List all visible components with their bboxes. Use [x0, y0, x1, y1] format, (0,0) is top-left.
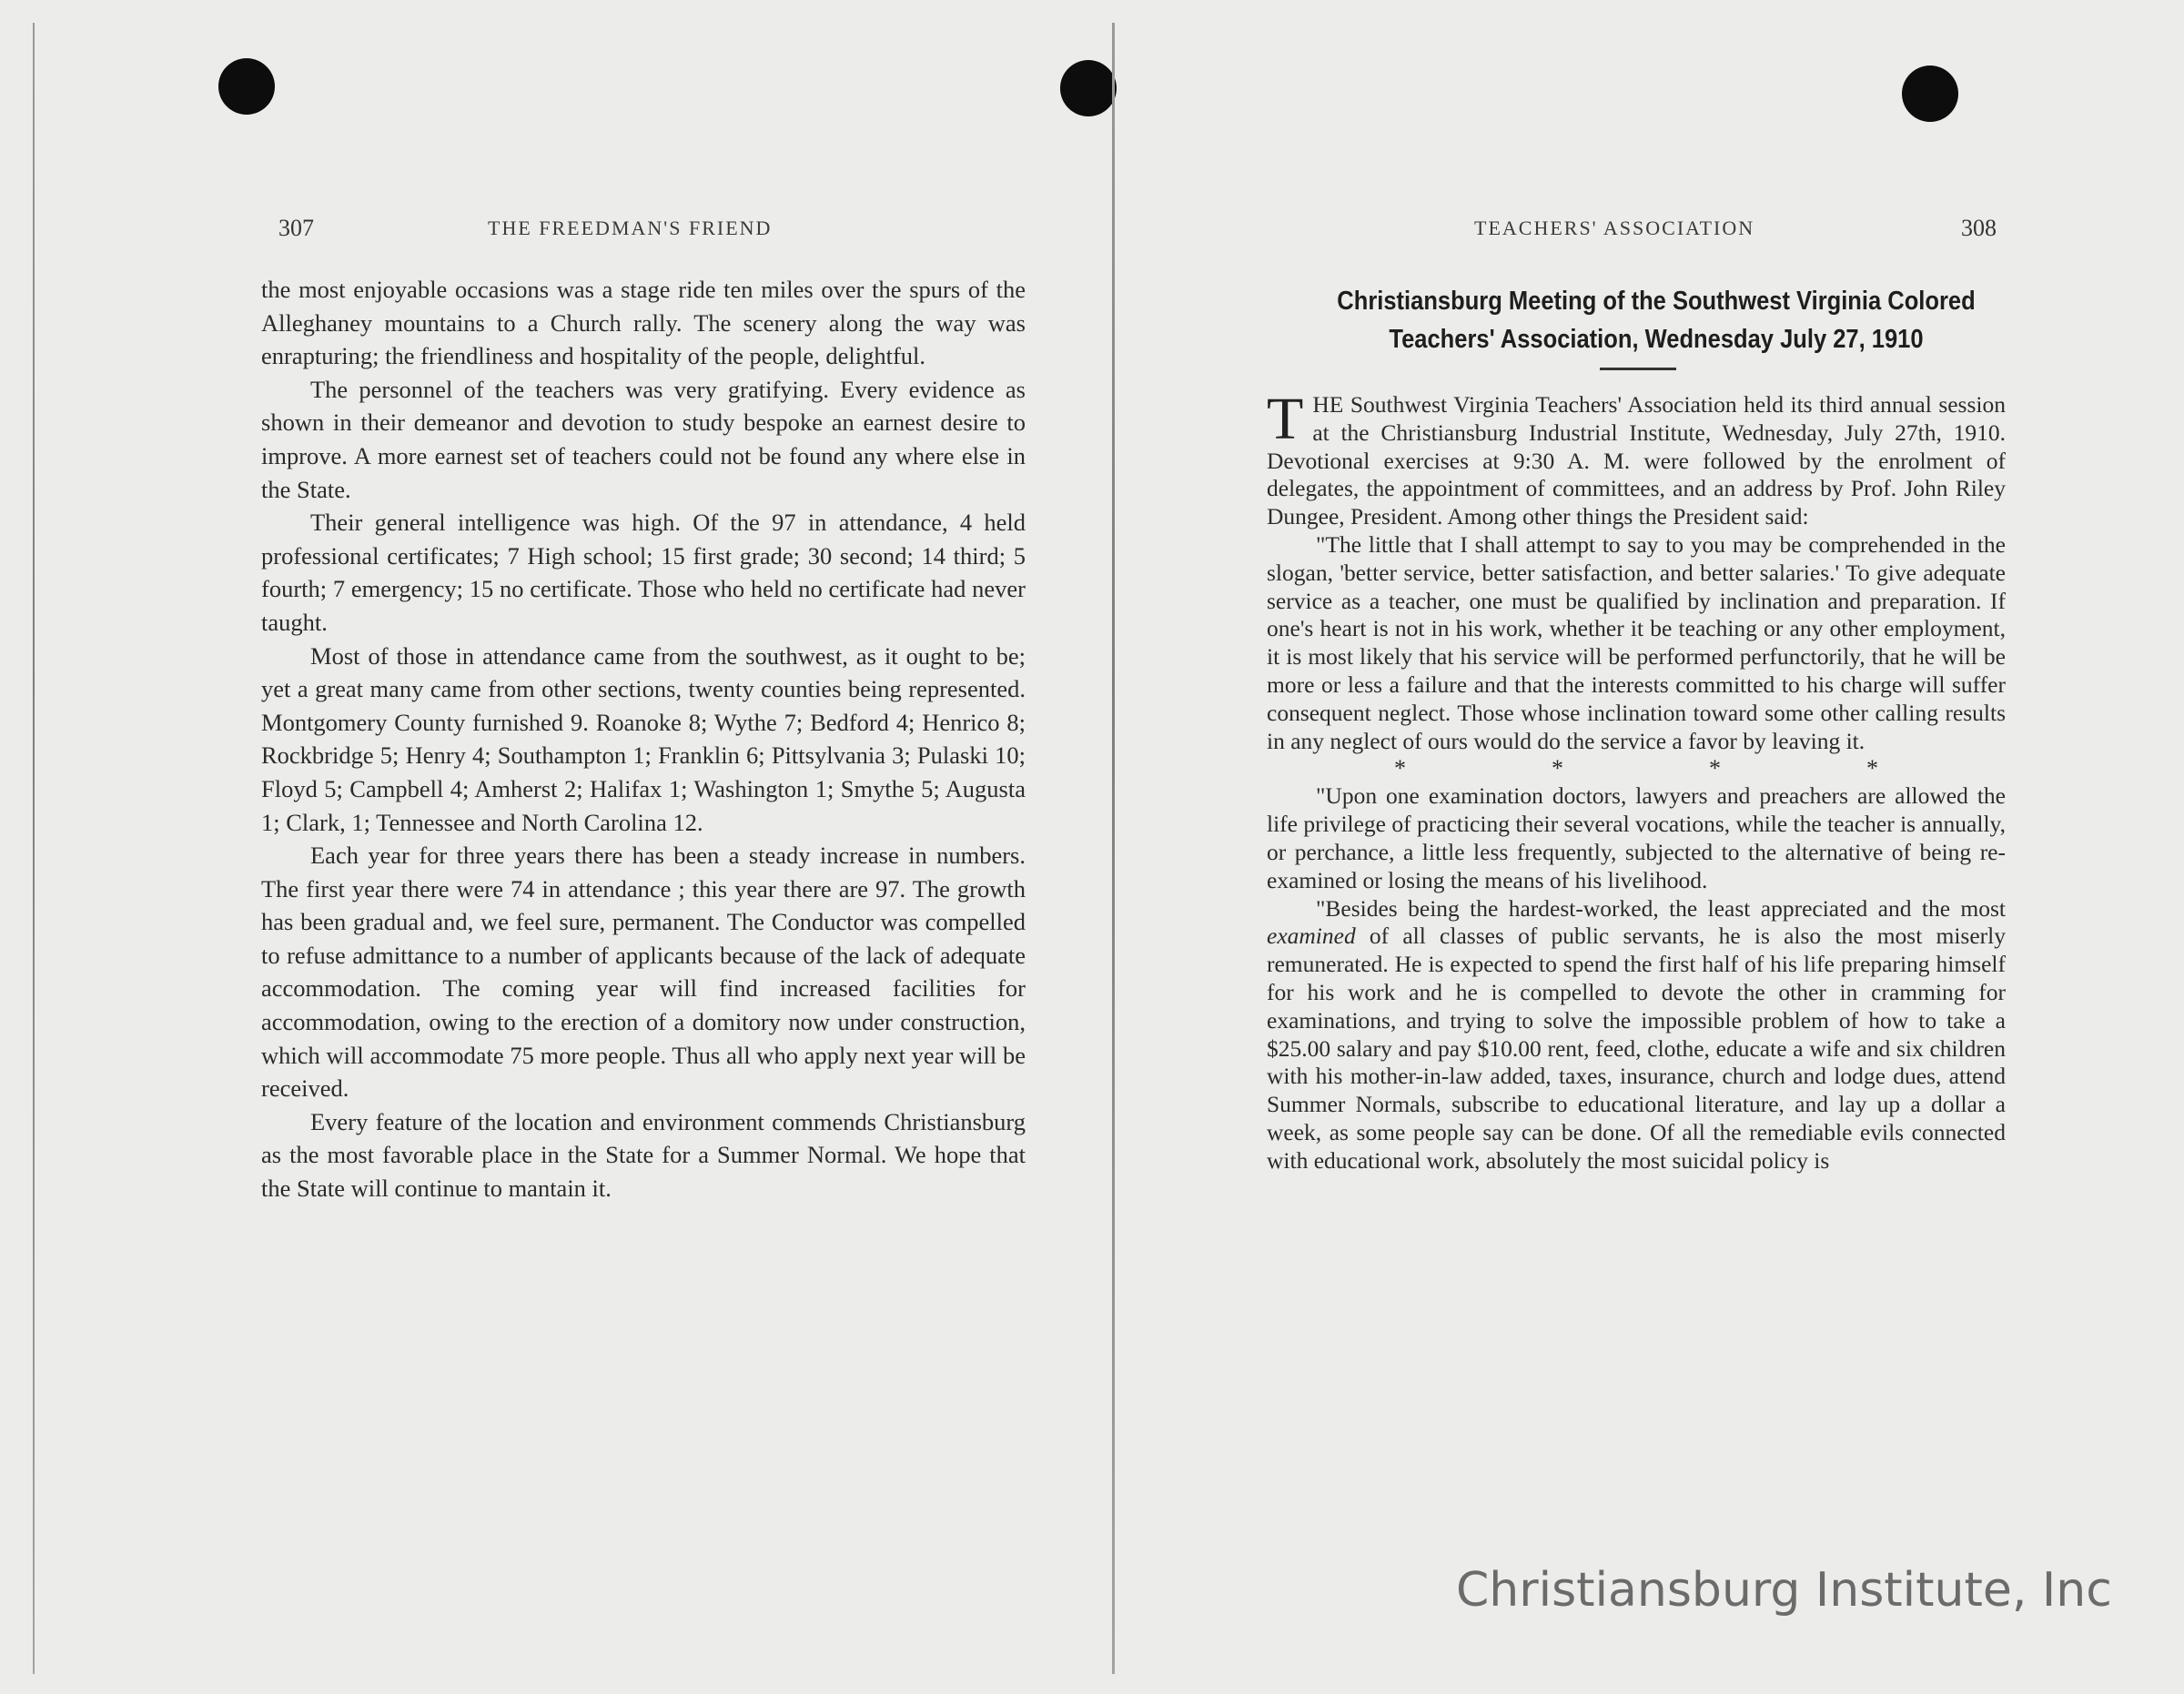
- paragraph: "Upon one examination doctors, lawyers and preachers are allowed the life privilege of practicing their several vocations, while the teacher is annually, or perchance, a little less frequently, subjected to the alternative of being re-examined or losing the means of his livelihood.: [1267, 782, 2006, 893]
- asterisk: *: [1866, 755, 1878, 782]
- punch-hole: [1902, 66, 1958, 122]
- paragraph: [1267, 386, 2006, 531]
- paragraph-text: "Besides being the hardest-worked, the least appreciated and the most: [1316, 894, 2006, 922]
- article-title-line: Christiansburg Meeting of the Southwest Virginia Colored: [1337, 287, 1976, 316]
- section-break-stars: [1267, 755, 2006, 782]
- article-title: [1320, 282, 1992, 358]
- watermark: Christiansburg Institute, Inc: [1456, 1563, 2112, 1618]
- paragraph: Each year for three years there has been a steady increase in numbers. The first year there were 74 in attendance ; this year there are 97. The growth has been gradual and, we feel sure, permanent. The Conductor was compelled to refuse admittance to a number of applicants because of the lack of adequate accommodation. The coming year will find increased facilities for accommodation, owing to the erection of a domitory now under construction, which will accommodate 75 more people. Thus all who apply next year will be received.: [261, 842, 1026, 1103]
- asterisk: *: [1709, 755, 1721, 782]
- paragraph: Most of those in attendance came from the southwest, as it ought to be; yet a great many came from other sections, twenty counties being represented. Montgomery County furnished 9. Roanoke 8; Wythe 7; Bedford 4; Henrico 8; Rockbridge 5; Henry 4; Southampton 1; Franklin 6; Pittsylvania 3; Pulaski 10; Floyd 5; Campbell 4; Amherst 2; Halifax 1; Washington 1; Smythe 5; Augusta 1; Clark, 1; Tennessee and North Carolina 12.: [261, 641, 1026, 836]
- left-text-column: [261, 273, 1026, 1205]
- paragraph: Their general intelligence was high. Of the 97 in attendance, 4 held professional certificates; 7 High school; 15 first grade; 30 second; 14 third; 5 fourth; 7 emergency; 15 no certificate. Those who held no certificate had never taught.: [261, 509, 1026, 636]
- paragraph-text: of all classes of public servants, he is also the most miserly remunerated. He is expected to spend the first half of his life preparing himself for his work and he is compelled to devote the other in cramming for examinations, and trying to solve the impossible problem of how to take a $25.00 salary and pay $10.00 rent, feed, clothe, educate a wife and six children with his mother-in-law added, taxes, insurance, church and lodge dues, attend Summer Normals, subscribe to educational literature, and lay up a dollar a week, as some people say can be done. Of all the remediable evils connected with educational work, absolutely the most suicidal policy is: [1267, 923, 2006, 1174]
- punch-hole: [218, 58, 275, 115]
- paragraph: [1267, 895, 2006, 1175]
- right-text-column: [1267, 386, 2006, 1175]
- paragraph: the most enjoyable occasions was a stage ride ten miles over the spurs of the Alleghaney mountains to a Church rally. The scenery along the way was enrapturing; the friendliness and hospitality of the people, delightful.: [261, 276, 1026, 370]
- paragraph-text: HE Southwest Virginia Teachers' Association held its third annual session at the Christiansburg Industrial Institute, Wednesday, July 27th, 1910. Devotional exercises at 9:30 A. M. were followed by the enrolment of delegates, the appointment of committees, and an address by Prof. John Riley Dungee, President. Among other things the President said:: [1267, 391, 2006, 530]
- asterisk: *: [1394, 755, 1406, 782]
- page-number: 307: [278, 215, 314, 241]
- page-number: 308: [1961, 215, 1997, 241]
- punch-hole: [1060, 60, 1117, 116]
- italic-word: examined: [1267, 923, 1356, 950]
- asterisk: *: [1552, 755, 1563, 782]
- paragraph: "The little that I shall attempt to say to you may be comprehended in the slogan, 'better service, better satisfaction, and better salaries.' To give adequate service as a teacher, one must be qualified by inclination and preparation. If one's heart is not in his work, whether it be teaching or any other employment, it is most likely that his service will be performed perfunctorily, that he will be more or less a failure and that the interests committed to his charge will suffer consequent neglect. Those whose inclination toward some other calling results in any neglect of ours would do the service a favor by leaving it.: [1267, 530, 2006, 754]
- title-rule: [1600, 368, 1676, 370]
- article-title-line: Teachers' Association, Wednesday July 27, 1910: [1389, 325, 1924, 354]
- paragraph: Every feature of the location and environment commends Christiansburg as the most favorable place in the State for a Summer Normal. We hope that the State will continue to mantain it.: [261, 1107, 1026, 1203]
- paragraph: The personnel of the teachers was very gratifying. Every evidence as shown in their demeanor and devotion to study bespoke an earnest desire to improve. A more earnest set of teachers could not be found any where else in the State.: [261, 375, 1026, 503]
- running-head: THE FREEDMAN'S FRIEND: [488, 217, 773, 239]
- drop-cap: T: [1267, 386, 1304, 452]
- left-page-edge: [33, 23, 35, 1674]
- page-gutter-line: [1112, 23, 1115, 1674]
- running-head: TEACHERS' ASSOCIATION: [1474, 217, 1755, 239]
